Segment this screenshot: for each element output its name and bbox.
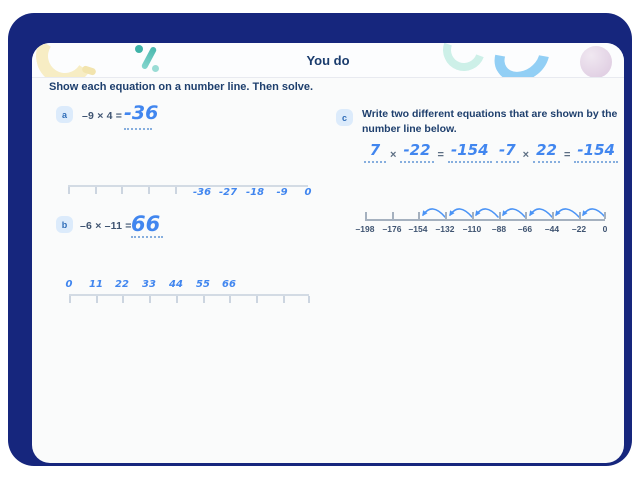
nl-c-label: –66 (517, 224, 533, 234)
nl-a-label: -36 (192, 187, 212, 198)
worksheet-card (32, 43, 624, 463)
nl-a-label: -18 (245, 187, 265, 198)
nl-c-label: –176 (382, 224, 402, 234)
c1-factor2-field[interactable]: -22 (400, 143, 433, 163)
number-line-b[interactable] (65, 279, 309, 305)
c2-product-field[interactable]: -154 (574, 143, 618, 163)
nl-c-label: –88 (491, 224, 507, 234)
part-a-badge: a (56, 106, 73, 123)
nl-a-label: -9 (276, 187, 288, 198)
part-a-answer-underline (124, 128, 152, 130)
nl-c-label: –44 (544, 224, 560, 234)
nl-c-label: –22 (571, 224, 587, 234)
nl-a-label: 0 (304, 187, 312, 198)
nl-b-label: 33 (142, 279, 156, 290)
c2-times-sign: × (522, 149, 530, 161)
number-line-c-axis (365, 219, 605, 221)
c1-times-sign: × (390, 149, 397, 161)
nl-c-label: –132 (435, 224, 455, 234)
nl-b-label: 0 (65, 279, 73, 290)
part-b-answer-underline (131, 236, 163, 238)
nl-b-label: 22 (115, 279, 129, 290)
part-c-prompt: Write two different equations that are shown by the number line below. (362, 108, 618, 136)
header-bar (32, 43, 624, 78)
page-title: You do (306, 53, 350, 68)
nl-b-label: 11 (89, 279, 103, 290)
number-line-c (355, 203, 608, 239)
jump-arcs (365, 203, 605, 219)
device-frame (8, 13, 632, 466)
c1-factor1-field[interactable]: 7 (364, 143, 386, 163)
nl-b-label: 55 (196, 279, 210, 290)
nl-c-label: 0 (602, 224, 608, 234)
part-c-equation-1 (364, 143, 492, 163)
part-c-badge: c (336, 109, 353, 126)
c2-equals-sign: = (563, 149, 571, 161)
part-c-equation-2 (496, 143, 618, 163)
part-b-equation: –6 × –11 = (80, 220, 132, 232)
part-a-answer-field[interactable]: -36 (124, 102, 159, 124)
part-a-equation: –9 × 4 = (82, 110, 123, 122)
number-line-a-axis (68, 185, 308, 187)
number-line-b-axis (69, 294, 309, 296)
c1-equals-sign: = (437, 149, 444, 161)
nl-c-label: –154 (408, 224, 428, 234)
nl-c-label: –198 (355, 224, 375, 234)
c1-product-field[interactable]: -154 (448, 143, 492, 163)
percent-icon (135, 45, 143, 53)
part-b-badge: b (56, 216, 73, 233)
instruction-text: Show each equation on a number line. Then solve. (49, 81, 314, 93)
nl-b-label: 66 (222, 279, 236, 290)
nl-b-label: 44 (169, 279, 183, 290)
c2-factor2-field[interactable]: 22 (533, 143, 560, 163)
nl-a-label: -27 (218, 187, 238, 198)
nl-c-label: –110 (462, 224, 482, 234)
c2-factor1-field[interactable]: -7 (496, 143, 519, 163)
number-line-a[interactable] (68, 182, 312, 204)
part-b-answer-field[interactable]: 66 (131, 212, 161, 236)
